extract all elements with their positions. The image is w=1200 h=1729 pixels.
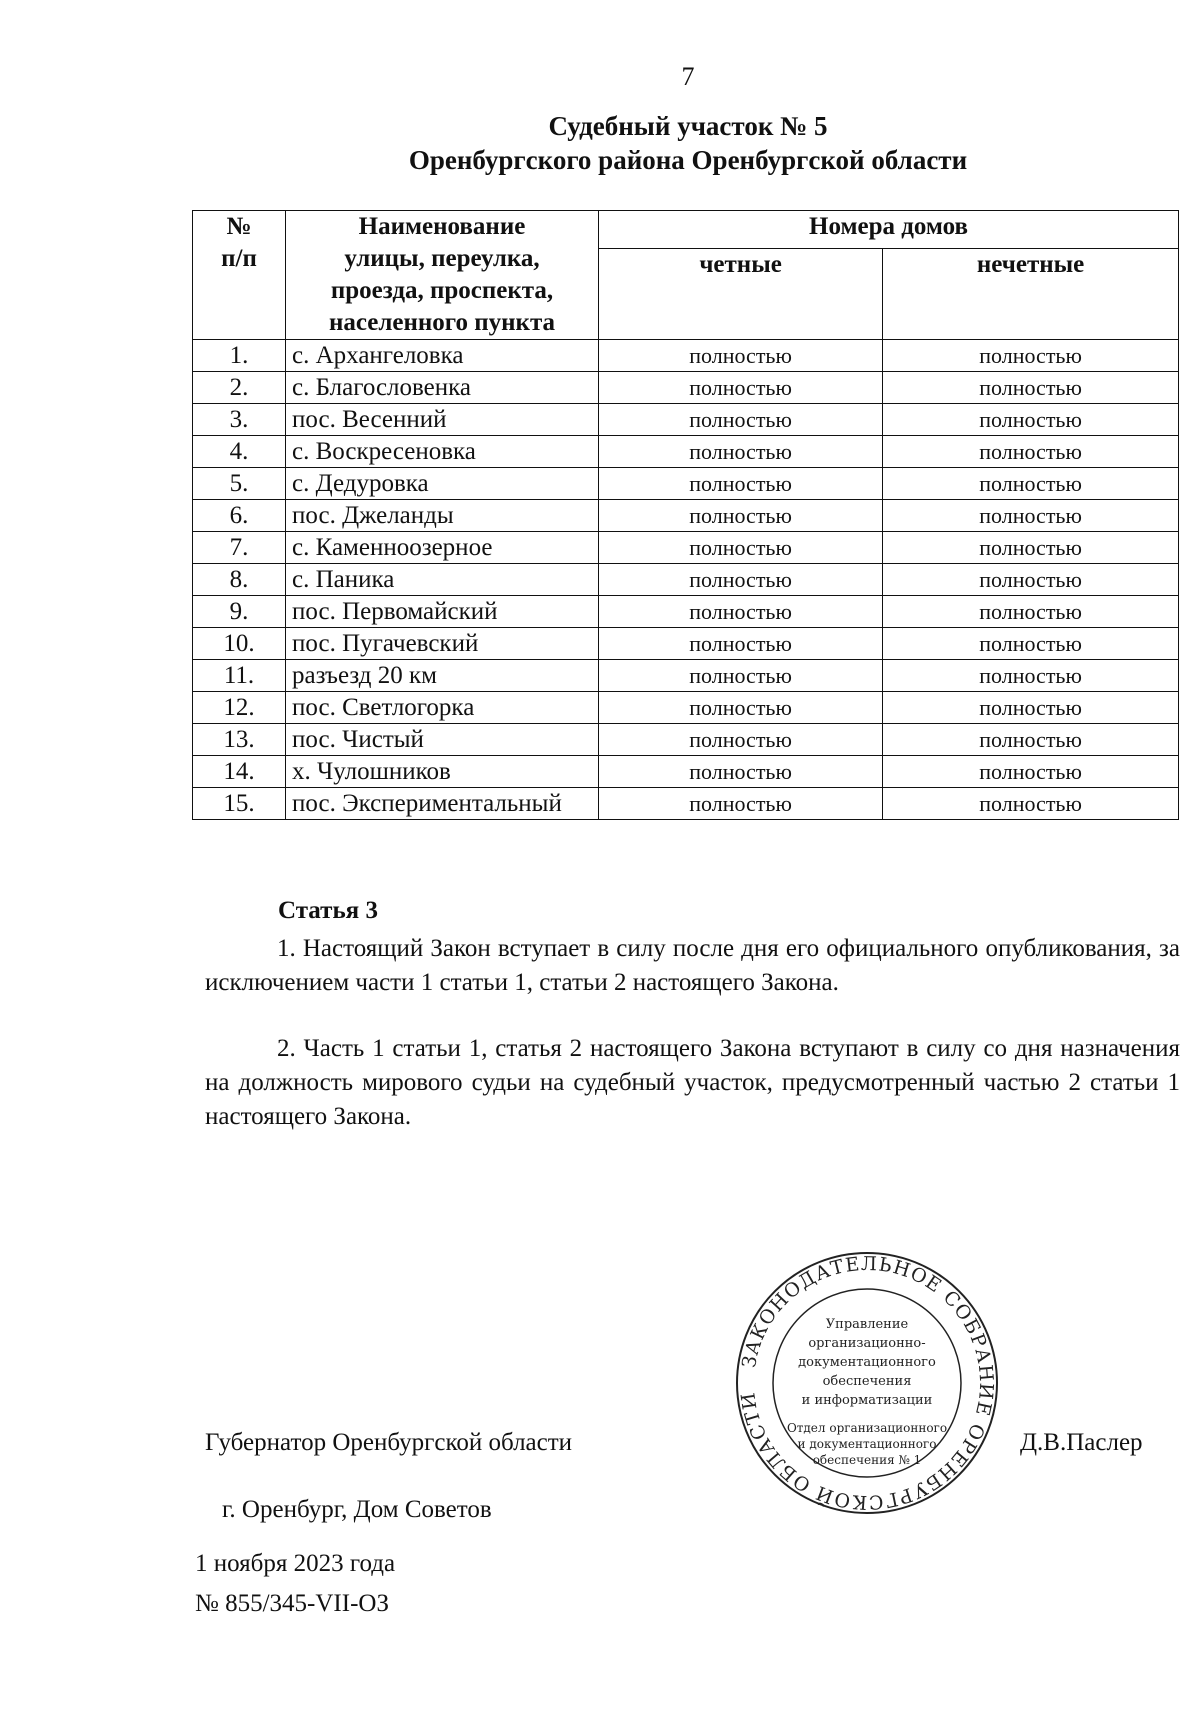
date: 1 ноября 2023 года [195,1550,396,1577]
row-even-houses: полностью [599,340,883,372]
document-title [0,110,1200,178]
header-num [193,211,286,340]
row-number: 13. [193,724,286,756]
row-odd-houses: полностью [883,788,1179,820]
row-settlement-name: разъезд 20 км [286,660,599,692]
row-even-houses: полностью [599,692,883,724]
seal-outer-text: ЗАКОНОДАТЕЛЬНОЕ СОБРАНИЕ ОРЕНБУРГСКОЙ ОБЛАСТИ [737,1252,998,1514]
row-number: 10. [193,628,286,660]
row-number: 3. [193,404,286,436]
header-name-line: проезда, проспекта, [330,277,554,304]
row-settlement-name: с. Архангеловка [286,340,599,372]
row-number: 8. [193,564,286,596]
header-name-line: населенного пункта [328,309,556,336]
table-row [193,404,1179,436]
row-settlement-name: с. Воскресеновка [286,436,599,468]
header-num-line: п/п [221,245,257,272]
article-title: Статья 3 [278,897,378,924]
row-number: 7. [193,532,286,564]
seal-inner-line: документационного [798,1355,936,1370]
row-odd-houses: полностью [883,340,1179,372]
table-row [193,660,1179,692]
seal-inner-line: и информатизации [801,1393,933,1408]
row-odd-houses: полностью [883,532,1179,564]
table-row [193,340,1179,372]
row-odd-houses: полностью [883,436,1179,468]
table-row [193,564,1179,596]
row-settlement-name: пос. Джеланды [286,500,599,532]
header-name-line: Наименование [358,213,526,240]
signature-title: Губернатор Оренбургской области [205,1429,573,1456]
seal-inner-line: обеспечения [822,1374,912,1389]
seal-bottom-line: Отдел организационного [786,1421,948,1435]
header-houses: Номера домов [599,211,1179,249]
row-number: 2. [193,372,286,404]
table-row [193,596,1179,628]
row-odd-houses: полностью [883,756,1179,788]
header-name-line: улицы, переулка, [344,245,540,272]
row-number: 4. [193,436,286,468]
row-settlement-name: пос. Чистый [286,724,599,756]
row-settlement-name: х. Чулошников [286,756,599,788]
article-paragraph-2: 2. Часть 1 статьи 1, статья 2 настоящего Закона вступают в силу со дня назначения на должность мирового судьи на судебный участок, предусмотренный частью 2 статьи 1 настоящего Закона. [205,1035,1180,1130]
row-number: 15. [193,788,286,820]
row-odd-houses: полностью [883,692,1179,724]
seal-inner-line: Управление [825,1317,909,1332]
row-odd-houses: полностью [883,660,1179,692]
row-number: 6. [193,500,286,532]
row-even-houses: полностью [599,564,883,596]
header-even: четные [599,249,883,340]
row-even-houses: полностью [599,788,883,820]
header-odd: нечетные [883,249,1179,340]
title-line-2: Оренбургского района Оренбургской области [408,144,968,175]
row-number: 1. [193,340,286,372]
row-settlement-name: пос. Первомайский [286,596,599,628]
row-odd-houses: полностью [883,372,1179,404]
row-number: 11. [193,660,286,692]
row-settlement-name: пос. Светлогорка [286,692,599,724]
table-row [193,756,1179,788]
row-even-houses: полностью [599,532,883,564]
table-row [193,532,1179,564]
row-number: 12. [193,692,286,724]
row-number: 14. [193,756,286,788]
row-even-houses: полностью [599,724,883,756]
row-settlement-name: пос. Экспериментальный [286,788,599,820]
row-settlement-name: с. Дедуровка [286,468,599,500]
row-number: 5. [193,468,286,500]
row-odd-houses: полностью [883,468,1179,500]
official-seal [732,1248,1002,1518]
header-name [286,211,599,340]
law-number: № 855/345-VII-ОЗ [195,1590,389,1617]
table-row [193,628,1179,660]
row-odd-houses: полностью [883,628,1179,660]
table-row [193,468,1179,500]
table-body [193,340,1179,820]
row-even-houses: полностью [599,660,883,692]
row-even-houses: полностью [599,628,883,660]
row-settlement-name: с. Благословенка [286,372,599,404]
table-row [193,500,1179,532]
table-row [193,372,1179,404]
row-even-houses: полностью [599,596,883,628]
place: г. Оренбург, Дом Советов [222,1496,492,1523]
seal-bottom-line: и документационного [797,1437,937,1451]
table-row [193,788,1179,820]
table-row [193,436,1179,468]
row-even-houses: полностью [599,468,883,500]
row-odd-houses: полностью [883,404,1179,436]
article-paragraph-1: 1. Настоящий Закон вступает в силу после дня его официального опубликования, за исключением части 1 статьи 1, статьи 2 настоящего Закона. [205,935,1180,996]
row-even-houses: полностью [599,404,883,436]
row-settlement-name: с. Паника [286,564,599,596]
row-settlement-name: пос. Весенний [286,404,599,436]
row-even-houses: полностью [599,756,883,788]
header-num-line: № [226,213,252,240]
row-odd-houses: полностью [883,596,1179,628]
signature-name: Д.В.Паслер [1020,1429,1143,1456]
row-even-houses: полностью [599,500,883,532]
row-even-houses: полностью [599,436,883,468]
row-odd-houses: полностью [883,724,1179,756]
page-number: 7 [681,62,695,91]
row-number: 9. [193,596,286,628]
row-settlement-name: пос. Пугачевский [286,628,599,660]
table-row [193,692,1179,724]
row-settlement-name: с. Каменноозерное [286,532,599,564]
row-even-houses: полностью [599,372,883,404]
table-row [193,724,1179,756]
court-district-table [192,210,1179,820]
seal-bottom-line: обеспечения № 1 [812,1453,922,1467]
seal-inner-line: организационно- [808,1336,926,1351]
title-line-1: Судебный участок № 5 [548,111,828,141]
row-odd-houses: полностью [883,500,1179,532]
row-odd-houses: полностью [883,564,1179,596]
